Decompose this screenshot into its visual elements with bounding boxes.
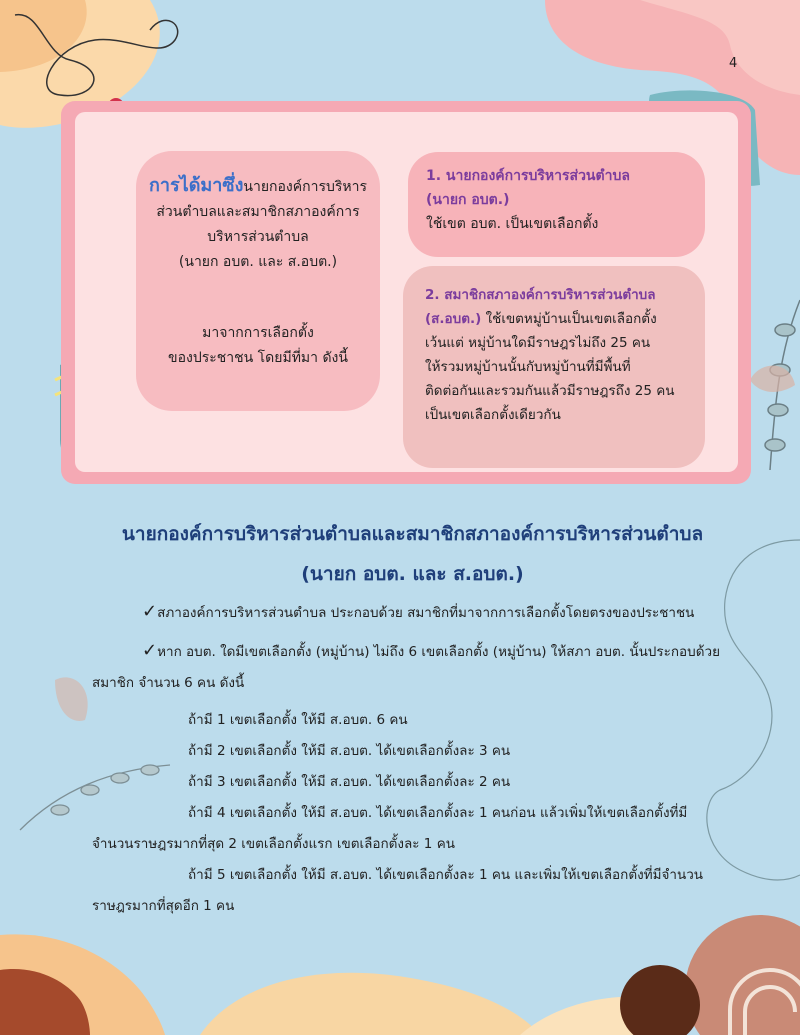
mayor-title: 1. นายกองค์การบริหารส่วนตำบล bbox=[426, 168, 630, 184]
check-icon: ✓ bbox=[142, 601, 158, 622]
list-item: ถ้ามี 3 เขตเลือกตั้ง ให้มี ส.อบต. ได้เขตเลือกตั้งละ 2 คน bbox=[188, 774, 511, 790]
page-number: 4 bbox=[729, 56, 738, 71]
council-text5: เป็นเขตเลือกตั้งเดียวกัน bbox=[425, 407, 561, 423]
origin-line4: (นายก อบต. และ ส.อบต.) bbox=[178, 254, 338, 270]
heading-line1: นายกองค์การบริหารส่วนตำบลและสมาชิกสภาองค์การบริหารส่วนตำบล bbox=[121, 523, 704, 545]
list-item: ถ้ามี 5 เขตเลือกตั้ง ให้มี ส.อบต. ได้เขตเลือกตั้งละ 1 คน และเพิ่มให้เขตเลือกตั้งที่มีจำนวนราษฎรมากที่สุดอีก 1 คน bbox=[92, 867, 704, 914]
check-icon: ✓ bbox=[142, 640, 158, 661]
paragraph-2: ✓หาก อบต. ใดมีเขตเลือกตั้ง (หมู่บ้าน) ไม่ถึง 6 เขตเลือกตั้ง (หมู่บ้าน) ให้สภา อบต. นั้นประกอบด้วยสมาชิก จำนวน 6 คน ดังนี้ bbox=[92, 640, 720, 691]
origin-line1: นายกองค์การบริหาร bbox=[243, 179, 367, 195]
council-text1: ใช้เขตหมู่บ้านเป็นเขตเลือกตั้ง bbox=[481, 311, 657, 327]
mayor-text: ใช้เขต อบต. เป็นเขตเลือกตั้ง bbox=[426, 216, 599, 232]
list-item: ถ้ามี 4 เขตเลือกตั้ง ให้มี ส.อบต. ได้เขตเลือกตั้งละ 1 คนก่อน แล้วเพิ่มให้เขตเลือกตั้งที่มีจำนวนราษฎรมากที่สุด 2 เขตเลือกตั้งแรก เขตเลือกตั้งละ 1 คน bbox=[92, 805, 688, 852]
origin-line5: มาจากการเลือกตั้ง bbox=[202, 325, 314, 341]
council-text3: ให้รวมหมู่บ้านนั้นกับหมู่บ้านที่มีพื้นที่ bbox=[425, 359, 631, 375]
section-heading bbox=[60, 514, 765, 594]
paragraph-1: ✓สภาองค์การบริหารส่วนตำบล ประกอบด้วย สมาชิกที่มาจากการเลือกตั้งโดยตรงของประชาชน bbox=[142, 601, 695, 622]
list-item: ถ้ามี 2 เขตเลือกตั้ง ให้มี ส.อบต. ได้เขตเลือกตั้งละ 3 คน bbox=[188, 743, 511, 759]
origin-line2: ส่วนตำบลและสมาชิกสภาองค์การ bbox=[156, 204, 360, 220]
origin-line6: ของประชาชน โดยมีที่มา ดังนี้ bbox=[168, 350, 348, 366]
origin-line3: บริหารส่วนตำบล bbox=[207, 229, 309, 245]
council-abbr: (ส.อบต.) bbox=[425, 311, 482, 327]
council-box bbox=[403, 266, 705, 468]
heading-line2: (นายก อบต. และ ส.อบต.) bbox=[301, 563, 524, 585]
mayor-box bbox=[408, 152, 705, 257]
council-text2: เว้นแต่ หมู่บ้านใดมีราษฎรไม่ถึง 25 คน bbox=[425, 335, 651, 351]
body-content bbox=[92, 596, 720, 922]
council-title: 2. สมาชิกสภาองค์การบริหารส่วนตำบล bbox=[425, 287, 656, 303]
origin-highlight: การได้มาซึ่ง bbox=[149, 175, 244, 196]
list-item: ถ้ามี 1 เขตเลือกตั้ง ให้มี ส.อบต. 6 คน bbox=[188, 712, 408, 728]
origin-box bbox=[136, 151, 380, 411]
mayor-abbr: (นายก อบต.) bbox=[426, 192, 510, 208]
council-text4: ติดต่อกันและรวมกันแล้วมีราษฎรถึง 25 คน bbox=[425, 383, 675, 399]
